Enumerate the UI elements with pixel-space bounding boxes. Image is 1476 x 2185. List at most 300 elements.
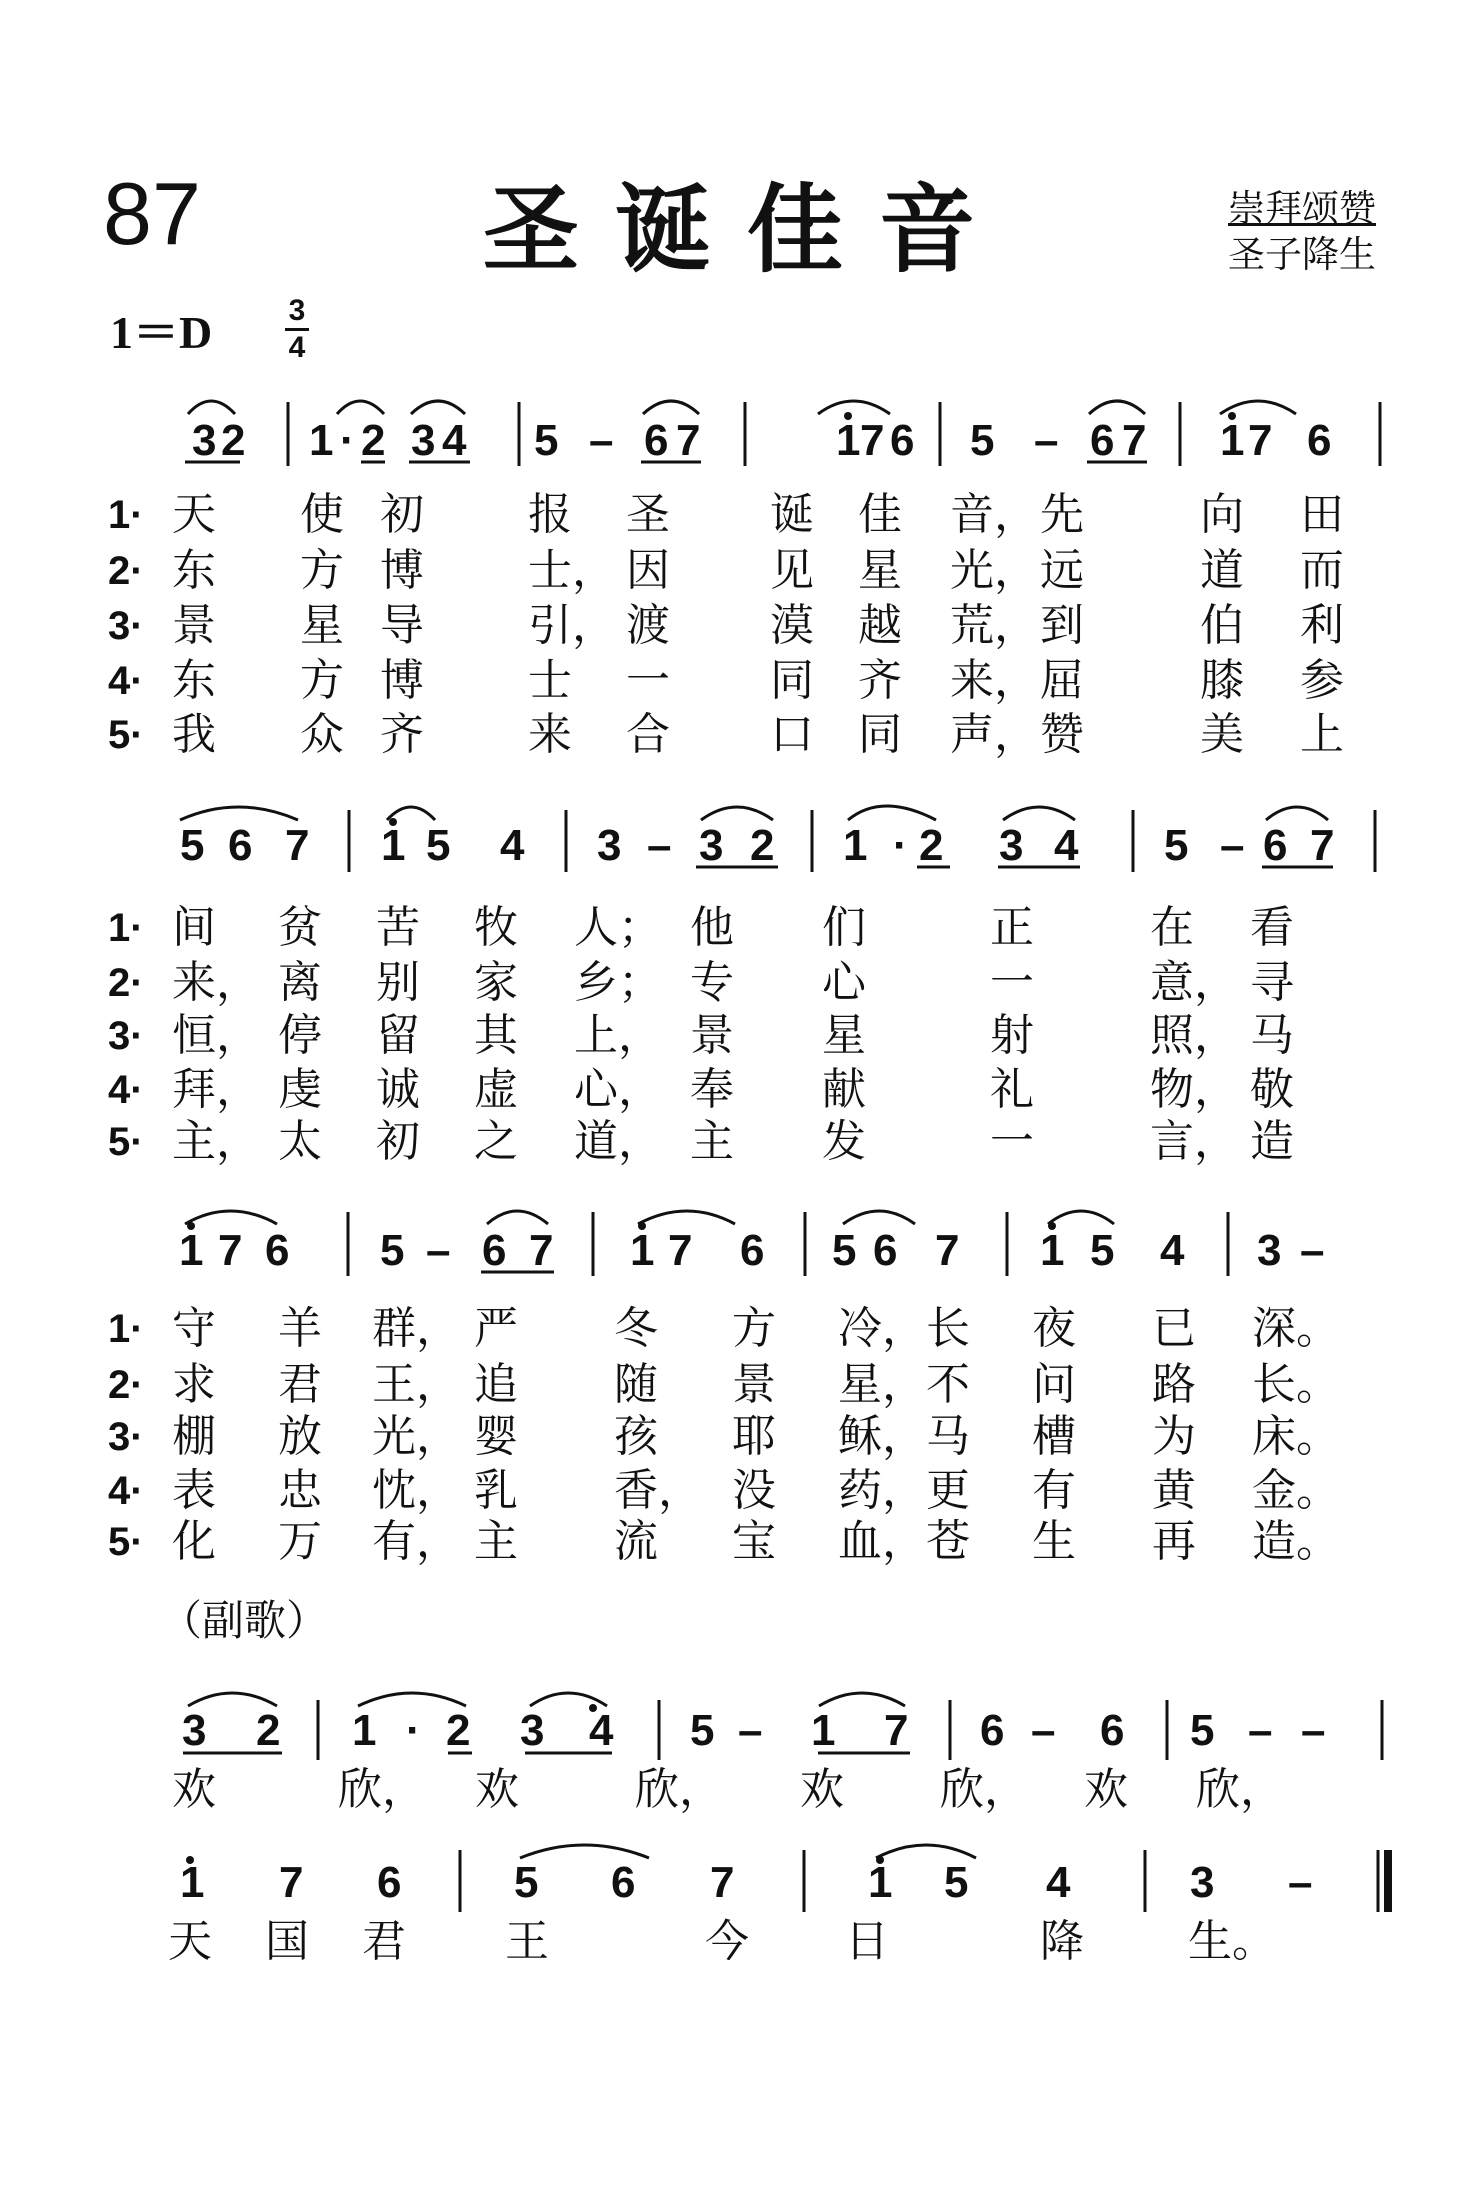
lyric-syllable: 追 [474,1359,518,1410]
note: 1 [309,416,334,465]
lyric-syllable: 来， [172,957,260,1008]
lyric-syllable: 牧 [474,902,518,953]
note: 1 [868,1858,893,1907]
note: 3 [699,821,724,870]
lyric-syllable: 东 [172,545,216,596]
lyric-syllable: 贫 [278,902,322,953]
lyric-syllable: 主， [172,1116,260,1167]
slur [487,1211,548,1224]
key-signature: 1＝D [110,307,213,358]
lyric-syllable: 化 [172,1516,216,1567]
note: 5 [426,821,451,870]
note: 3 [999,821,1024,870]
note: 3 [192,416,217,465]
verse-number: 4· [108,659,144,703]
note: 5 [380,1226,405,1275]
note: 4 [442,416,467,465]
lyric-syllable: 他 [690,902,734,953]
lyric-syllable: 东 [172,655,216,706]
lyric-syllable: 荒， [950,600,1038,651]
note: 4 [1046,1858,1071,1907]
lyric-syllable: 婴 [474,1411,518,1462]
slur [819,1693,905,1706]
lyric-syllable: 心， [574,1064,662,1115]
lyric-syllable: 方 [300,545,344,596]
lyric-syllable: 引， [528,600,616,651]
notes-refrain-1 [182,1706,1325,1755]
verse-number: 4· [108,1469,144,1513]
note: 1 [180,1858,205,1907]
lyric-syllable: 群， [372,1303,460,1354]
lyric-syllable: 导 [380,600,424,651]
note: – [738,1706,763,1755]
lyric-syllable: 众 [300,709,344,760]
verse-number: 2· [108,549,144,593]
note: 3 [520,1706,545,1755]
lyric-syllable: 冷， [838,1303,926,1354]
lyric-syllable: 随 [614,1359,658,1410]
lyric-syllable: 远 [1040,545,1084,596]
lyric-syllable: 长。 [1252,1359,1340,1410]
note: 7 [1122,416,1147,465]
notes-system-2 [180,821,1334,870]
slur [1266,807,1328,820]
lyric-syllable: 而 [1300,545,1344,596]
lyric-syllable: 黄 [1152,1465,1196,1516]
lyric-syllable: 来， [950,655,1038,706]
refrain-lyric: 君 [362,1916,406,1967]
verse-number: 2· [108,961,144,1005]
lyric-syllable: 虔 [278,1064,322,1115]
lyric-syllable: 造 [1250,1116,1294,1167]
lyric-syllable: 齐 [380,709,424,760]
category-main: 崇拜颂赞 [1228,187,1376,230]
note: 1 [1220,416,1245,465]
note: 7 [884,1706,909,1755]
lyric-syllable: 先 [1040,489,1084,540]
slur [387,807,435,820]
lyric-syllable: 在 [1150,902,1194,953]
lyric-syllable: 造。 [1252,1516,1340,1567]
note: 6 [482,1226,507,1275]
lyric-syllable: 万 [278,1516,322,1567]
lyric-syllable: 不 [926,1359,970,1410]
lyric-syllable: 初 [376,1116,420,1167]
slur [337,401,384,414]
note: 1 [811,1706,836,1755]
lyric-syllable: 一 [990,1116,1034,1167]
slur [520,1845,649,1858]
lyric-syllable: 王， [372,1359,460,1410]
note: 5 [180,821,205,870]
note: – [426,1226,451,1275]
note: 6 [611,1858,636,1907]
lyric-syllable: 星 [858,545,902,596]
lyric-syllable: 道， [574,1116,662,1167]
lyric-syllable: 马 [926,1411,970,1462]
refrain-lyric: 欢 [475,1764,519,1815]
lyric-syllable: 士 [528,655,572,706]
lyric-syllable: 来 [528,709,572,760]
lyric-syllable: 床。 [1252,1411,1340,1462]
note: 7 [668,1226,693,1275]
note: 5 [944,1858,969,1907]
verse-number: 3· [108,604,144,648]
refrain-lyric: 降 [1040,1916,1084,1967]
lyric-syllable: 向 [1200,489,1244,540]
slur [1048,1211,1114,1224]
lyric-syllable: 越 [858,600,902,651]
refrain-lyric: 欢 [1084,1764,1128,1815]
note: 3 [1190,1858,1215,1907]
lyric-syllable: 血， [838,1516,926,1567]
lyric-syllable: 士， [528,545,616,596]
lyric-syllable: 香， [614,1465,702,1516]
lyric-syllable: 严 [474,1303,518,1354]
slur [701,807,773,820]
slur [188,401,235,414]
note: 1 [352,1706,377,1755]
lyric-syllable: 道 [1200,545,1244,596]
lyric-syllable: 停 [278,1010,322,1061]
lyric-syllable: 乳 [474,1465,518,1516]
lyric-syllable: 们 [822,902,866,953]
note: 6 [873,1226,898,1275]
verse-number: 5· [108,1520,144,1564]
note: 1 [381,821,406,870]
lyric-syllable: 到 [1040,600,1084,651]
lyric-syllable: 槽 [1032,1411,1076,1462]
lyric-syllable: 博 [380,655,424,706]
lyric-syllable: 问 [1032,1359,1076,1410]
lyric-syllable: 寻 [1250,957,1294,1008]
lyric-syllable: 方 [732,1303,776,1354]
note: 6 [1100,1706,1125,1755]
note: 5 [690,1706,715,1755]
note: 6 [1263,821,1288,870]
lyric-syllable: 拜， [172,1064,260,1115]
note: 2 [221,416,246,465]
note: 6 [228,821,253,870]
verse-number: 4· [108,1068,144,1112]
note: 6 [890,416,915,465]
lyric-syllable: 因 [626,545,670,596]
lyric-syllable: 太 [278,1116,322,1167]
note: 6 [265,1226,290,1275]
notes-refrain-2 [180,1858,1312,1907]
lyric-syllable: 诞 [770,489,814,540]
lyric-syllable: 人； [574,902,662,953]
lyric-syllable: 忱， [372,1465,460,1516]
lyric-syllable: 药， [838,1465,926,1516]
slur [638,1211,735,1224]
lyric-syllable: 诚 [376,1064,420,1115]
time-numerator: 3 [288,294,306,327]
lyric-syllable: 伯 [1200,600,1244,651]
lyric-syllable: 主 [690,1116,734,1167]
note: 7 [710,1858,735,1907]
lyric-syllable: 赞 [1040,709,1084,760]
lyric-syllable: 深。 [1252,1303,1340,1354]
lyric-syllable: 言， [1150,1116,1238,1167]
note: 2 [750,821,775,870]
lyric-syllable: 求 [172,1359,216,1410]
note: 5 [970,416,995,465]
lyric-syllable: 漠 [770,600,814,651]
note: – [1034,416,1059,465]
lyric-syllable: 马 [1250,1010,1294,1061]
lyric-syllable: 长 [926,1303,970,1354]
lyric-syllable: 正 [990,902,1034,953]
note: 6 [644,416,669,465]
note: 7 [1248,416,1273,465]
lyric-syllable: 冬 [614,1303,658,1354]
lyric-syllable: 上 [1300,709,1344,760]
note: 5 [832,1226,857,1275]
lyric-syllable: 留 [376,1010,420,1061]
lyric-syllable: 佳 [858,489,902,540]
note: 7 [279,1858,304,1907]
lyric-syllable: 别 [376,957,420,1008]
refrain-lyric: 欣， [635,1764,723,1815]
refrain-lyric: 欢 [800,1764,844,1815]
lyric-syllable: 奉 [690,1064,734,1115]
refrain-lyric: 今 [705,1916,749,1967]
lyric-syllable: 主 [474,1516,518,1567]
note: – [1031,1706,1056,1755]
slur [1089,401,1145,414]
note: 4 [1054,821,1079,870]
lyric-syllable: 田 [1300,489,1344,540]
lyric-syllable: 专 [690,957,734,1008]
lyric-syllable: 天 [172,489,216,540]
refrain-lyric: 日 [845,1916,889,1967]
lyric-syllable: 看 [1250,902,1294,953]
note: 6 [1090,416,1115,465]
lyric-syllable: 一 [626,655,670,706]
note: 7 [860,416,885,465]
note: 1 [1040,1226,1065,1275]
note: – [1301,1706,1326,1755]
lyric-syllable: 间 [172,902,216,953]
lyric-syllable: 放 [278,1411,322,1462]
verse-number: 5· [108,713,144,757]
lyric-syllable: 已 [1152,1303,1196,1354]
note: 7 [1310,821,1335,870]
slur [180,807,298,820]
lyric-syllable: 膝 [1200,655,1244,706]
lyric-syllable: 苍 [926,1516,970,1567]
lyric-syllable: 我 [172,709,216,760]
lyric-syllable: 再 [1152,1516,1196,1567]
lyric-syllable: 音， [950,489,1038,540]
verse-number: 1· [108,906,144,950]
note: 2 [919,821,944,870]
lyric-syllable: 表 [172,1465,216,1516]
lyric-syllable: 意， [1150,957,1238,1008]
lyric-syllable: 报 [528,489,572,540]
note: 6 [377,1858,402,1907]
lyric-syllable: 君 [278,1359,322,1410]
refrain-lyric: 王 [505,1916,549,1967]
note: 4 [1160,1226,1185,1275]
refrain-lyric: 欢 [172,1764,216,1815]
lyric-syllable: 美 [1200,709,1244,760]
lyric-syllable: 博 [380,545,424,596]
verse-number: 1· [108,1307,144,1351]
lyric-syllable: 同 [770,655,814,706]
slur [843,1211,915,1224]
slur [818,401,890,414]
lyric-syllable: 一 [990,957,1034,1008]
lyric-syllable: 利 [1300,600,1344,651]
lyric-syllable: 忠 [278,1465,322,1516]
lyric-syllable: 景 [732,1359,776,1410]
lyric-syllable: 心 [822,957,866,1008]
slur [1003,807,1075,820]
lyric-syllable: 金。 [1252,1465,1340,1516]
note: 1 [836,416,861,465]
lyric-syllable: 稣， [838,1411,926,1462]
note: 5 [1164,821,1189,870]
lyric-syllable: 射 [990,1010,1034,1061]
note: 7 [285,821,310,870]
note: 5 [514,1858,539,1907]
lyric-syllable: 有 [1032,1465,1076,1516]
lyric-syllable: 有， [372,1516,460,1567]
lyric-syllable: 为 [1152,1411,1196,1462]
lyric-syllable: 离 [278,957,322,1008]
refrain-lyric: 天 [168,1916,212,1967]
note: 5 [1090,1226,1115,1275]
lyric-syllable: 星 [300,600,344,651]
lyric-syllable: 生 [1032,1516,1076,1567]
note: – [589,416,614,465]
lyric-syllable: 景 [172,600,216,651]
slur [848,806,936,820]
note: – [1300,1226,1325,1275]
slur [876,1845,976,1858]
note: 3 [1257,1226,1282,1275]
slur [643,401,699,414]
notes-system-3 [179,1226,1324,1275]
note: · [406,1706,421,1755]
lyric-syllable: 棚 [172,1411,216,1462]
note: 3 [411,416,436,465]
note: – [1288,1858,1313,1907]
verse-number: 2· [108,1363,144,1407]
lyric-syllable: 方 [300,655,344,706]
lyric-syllable: 齐 [858,655,902,706]
note: 6 [740,1226,765,1275]
lyric-syllable: 孩 [614,1411,658,1462]
verse-number: 3· [108,1014,144,1058]
slur [358,1693,466,1706]
lyric-syllable: 同 [858,709,902,760]
note: 3 [182,1706,207,1755]
refrain-lyric: 欣， [940,1764,1028,1815]
verse-number: 5· [108,1120,144,1164]
lyric-syllable: 星， [838,1359,926,1410]
slur [188,1693,277,1706]
note: – [647,821,672,870]
lyric-syllable: 羊 [278,1303,322,1354]
time-denominator: 4 [288,331,306,364]
hymn-number: 87 [103,164,201,263]
lyric-syllable: 合 [626,709,670,760]
lyric-syllable: 渡 [626,600,670,651]
lyric-syllable: 守 [172,1303,216,1354]
note: 5 [534,416,559,465]
lyric-syllable: 流 [614,1516,658,1567]
lyric-syllable: 家 [474,957,518,1008]
note: 1 [843,821,868,870]
lyric-syllable: 之 [474,1116,518,1167]
refrain-lyric: 国 [265,1916,309,1967]
note: – [1248,1706,1273,1755]
note: – [1220,821,1245,870]
note: 6 [1307,416,1332,465]
note: 2 [256,1706,281,1755]
lyric-syllable: 初 [380,489,424,540]
lyric-syllable: 圣 [626,489,670,540]
lyric-syllable: 光， [372,1411,460,1462]
lyric-syllable: 屈 [1040,655,1084,706]
lyric-syllable: 献 [822,1064,866,1115]
refrain-lyric: 欣， [338,1764,426,1815]
lyric-syllable: 耶 [732,1411,776,1462]
lyric-syllable: 口 [770,709,814,760]
note: 6 [980,1706,1005,1755]
note: 7 [529,1226,554,1275]
lyric-syllable: 景 [690,1010,734,1061]
note: 3 [597,821,622,870]
note: 1 [179,1226,204,1275]
slur [530,1693,607,1706]
slur [411,401,465,414]
lyric-syllable: 虚 [474,1064,518,1115]
lyric-syllable: 宝 [732,1516,776,1567]
lyric-syllable: 更 [926,1465,970,1516]
lyric-syllable: 声， [950,709,1038,760]
lyric-syllable: 其 [474,1010,518,1061]
lyric-syllable: 照， [1150,1010,1238,1061]
notes-system-1 [192,416,1331,465]
lyric-syllable: 恒， [172,1010,260,1061]
note: 5 [1190,1706,1215,1755]
hymn-title: 圣诞佳音 [483,174,1011,286]
refrain-label: （副歌） [160,1596,329,1645]
note: 7 [218,1226,243,1275]
lyric-syllable: 苦 [376,902,420,953]
lyric-syllable: 没 [732,1465,776,1516]
lyric-syllable: 发 [822,1116,866,1167]
verse-number: 1· [108,493,144,537]
note: 7 [676,416,701,465]
note: 1 [630,1226,655,1275]
lyric-syllable: 物， [1150,1064,1238,1115]
refrain-lyric: 欣， [1196,1764,1284,1815]
verse-number: 3· [108,1415,144,1459]
lyric-syllable: 路 [1152,1359,1196,1410]
lyric-syllable: 参 [1300,655,1344,706]
note: · [340,416,355,465]
lyric-syllable: 使 [300,489,344,540]
note: 4 [589,1706,614,1755]
lyric-syllable: 乡； [574,957,662,1008]
lyric-syllable: 见 [770,545,814,596]
lyric-syllable: 光， [950,545,1038,596]
